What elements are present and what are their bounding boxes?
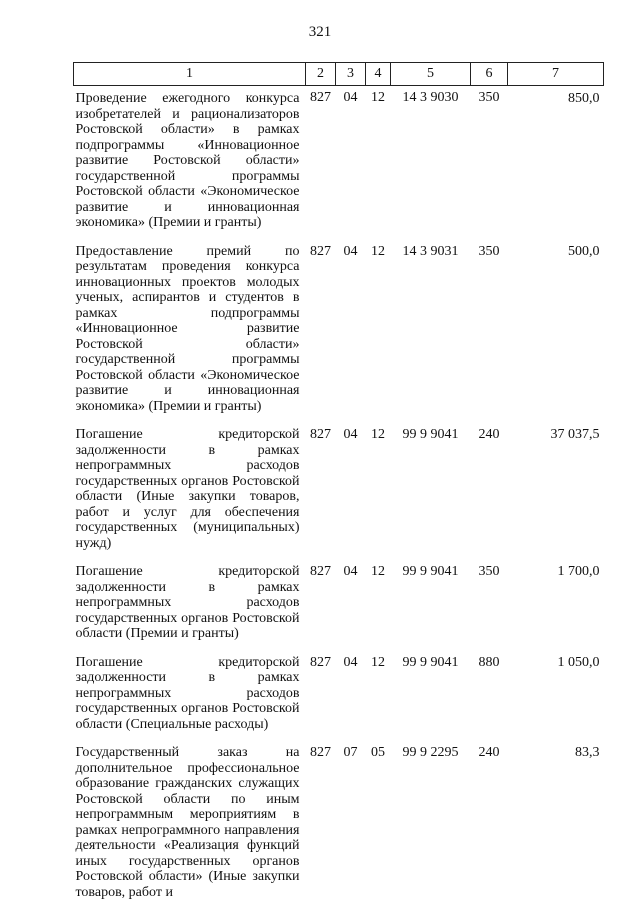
row-expense-type: 350 xyxy=(478,90,500,105)
row-amount: 500,0 xyxy=(568,243,600,259)
row-ministry: 827 xyxy=(310,90,331,105)
row-subsection: 12 xyxy=(371,90,385,105)
row-description: Предоставление премий по результатам проведения конкурса инновационных проектов молодых ученых, аспирантов и студентов в рамках подпрограммы «Инновационное развитие Ростовской области» государственной программы Ростовской области «Экономическое развитие и инновационная экономика» (Премии и гранты) xyxy=(75,243,300,414)
row-description: Погашение кредиторской задолженности в рамках непрограммных расходов государственных органов Ростовской области (Специальные расходы) xyxy=(75,654,300,732)
row-target: 99 9 2295 xyxy=(402,745,459,760)
row-ministry: 827 xyxy=(310,654,331,670)
row-expense-type: 240 xyxy=(478,427,500,442)
row-target: 99 9 9041 xyxy=(402,427,459,442)
table-header-row xyxy=(74,63,604,86)
row-section: 04 xyxy=(343,427,358,442)
row-target: 99 9 9041 xyxy=(402,654,459,670)
row-target: 99 9 9041 xyxy=(402,564,459,579)
row-amount: 83,3 xyxy=(575,745,600,760)
row-description: Проведение ежегодного конкурса изобретателей и рационализаторов Ростовской области» в рамках подпрограммы «Инновационное развитие Ростовской области» государственной программы Ростовской области «Экономическое развитие и инновационная экономика» (Премии и гранты) xyxy=(75,91,300,230)
row-expense-type: 350 xyxy=(478,243,500,259)
row-target: 14 3 9031 xyxy=(402,243,459,259)
row-expense-type: 350 xyxy=(478,564,500,579)
row-ministry: 827 xyxy=(310,427,331,442)
page-number: 321 xyxy=(308,24,332,40)
row-subsection: 12 xyxy=(371,243,385,259)
column-header-expense-type: 6 xyxy=(471,63,508,86)
table-row xyxy=(74,741,604,909)
row-subsection: 12 xyxy=(371,564,385,579)
table-row xyxy=(74,240,604,424)
table-row xyxy=(74,86,604,240)
row-amount: 1 700,0 xyxy=(557,564,600,579)
row-section: 04 xyxy=(343,90,358,105)
row-description: Погашение кредиторской задолженности в рамках непрограммных расходов государственных органов Ростовской области (Иные закупки товаров, работ и услуг для обеспечения государственных (муниципальных) нужд) xyxy=(75,427,300,551)
row-ministry: 827 xyxy=(310,745,331,760)
row-description: Погашение кредиторской задолженности в рамках непрограммных расходов государственных органов Ростовской области (Премии и гранты) xyxy=(75,564,300,641)
column-header-description: 1 xyxy=(74,63,306,86)
row-amount: 1 050,0 xyxy=(557,654,600,670)
column-header-subsection: 4 xyxy=(366,63,391,86)
column-header-target: 5 xyxy=(391,63,471,86)
column-header-section: 3 xyxy=(336,63,366,86)
row-section: 07 xyxy=(343,745,358,760)
row-target: 14 3 9030 xyxy=(402,90,459,105)
row-expense-type: 880 xyxy=(478,654,500,670)
column-header-amount: 7 xyxy=(508,63,604,86)
row-description: Государственный заказ на дополнительное профессиональное образование гражданских служащих Ростовской области по иным непрограммным мероприятиям в рамках непрограммного направления деятельности «Реализация функций иных государственных органов Ростовской области» (Иные закупки товаров, работ и xyxy=(75,745,300,900)
table-row xyxy=(74,651,604,742)
table-row xyxy=(74,560,604,651)
row-ministry: 827 xyxy=(310,243,331,259)
row-amount: 850,0 xyxy=(568,91,600,106)
row-section: 04 xyxy=(343,243,358,259)
row-section: 04 xyxy=(343,564,358,579)
row-ministry: 827 xyxy=(310,564,331,579)
row-subsection: 12 xyxy=(371,427,385,442)
row-section: 04 xyxy=(343,654,358,670)
row-amount: 37 037,5 xyxy=(550,427,600,442)
table-row xyxy=(74,423,604,560)
column-header-ministry: 2 xyxy=(306,63,336,86)
budget-table xyxy=(73,62,604,909)
row-expense-type: 240 xyxy=(478,745,500,760)
row-subsection: 12 xyxy=(371,654,385,670)
row-subsection: 05 xyxy=(371,745,385,760)
